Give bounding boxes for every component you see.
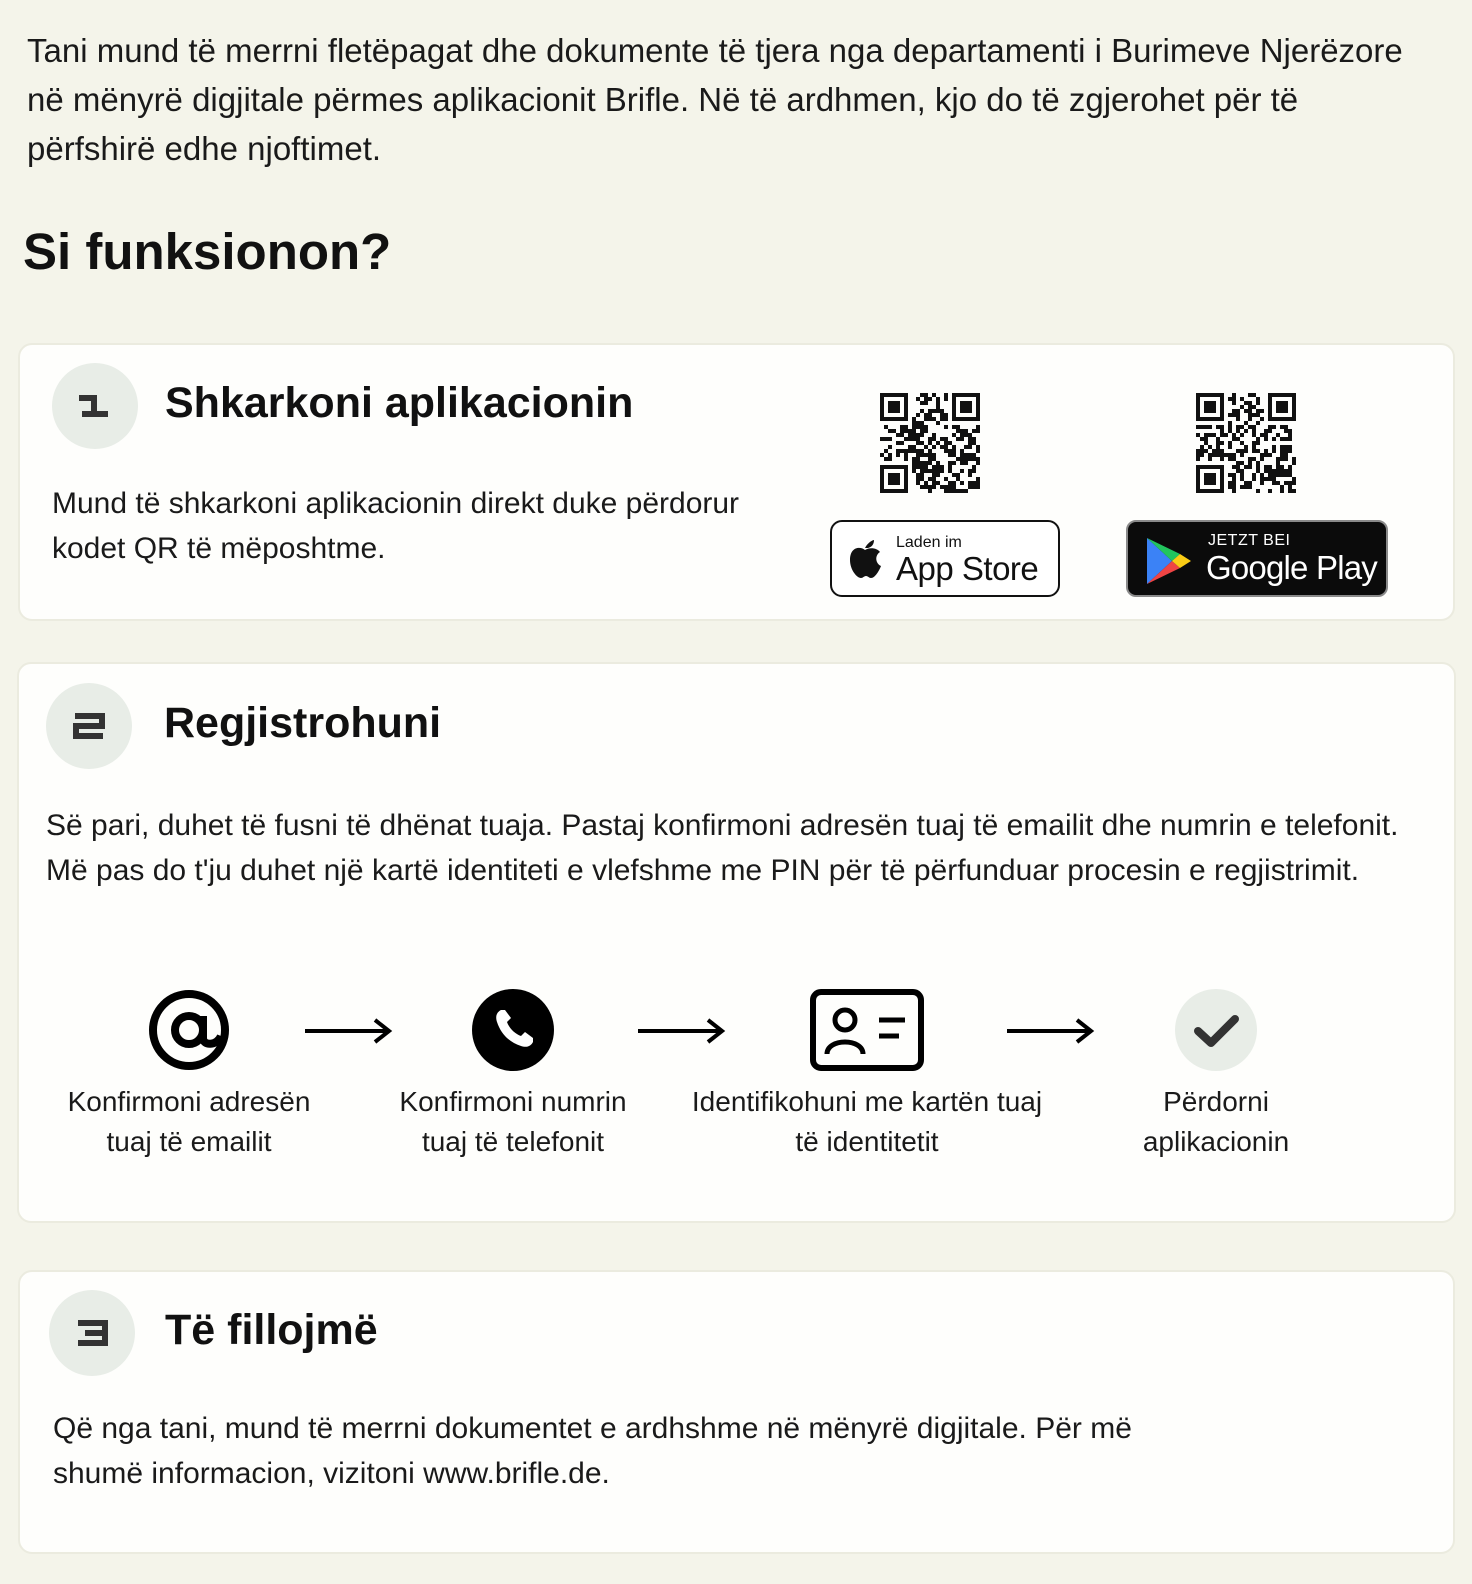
arrow-right-icon: [1005, 1016, 1097, 1046]
arrow-right-icon: [303, 1016, 395, 1046]
digit-two-icon: [72, 712, 106, 740]
google-play-badge[interactable]: [1126, 520, 1388, 597]
step-number-1: [52, 363, 138, 449]
app-store-badge[interactable]: [830, 520, 1060, 597]
flow-label-id-card: Identifikohuni me kartën tuaj të identitetit: [691, 1086, 1043, 1157]
intro-text: Tani mund të merrni fletëpagat dhe dokumente të tjera nga departamenti i Burimeve Njerëzore në mënyrë digjitale përmes aplikacionit Brifle. Në të ardhmen, kjo do të zgjerohet për të përfshirë edhe njoftimet.: [27, 32, 1403, 167]
google-play-label: Google Play: [1206, 549, 1377, 586]
google-play-icon: [1144, 535, 1194, 587]
step-text-2: Së pari, duhet të fusni të dhënat tuaja. Pastaj konfirmoni adresën tuaj të emailit dhe numrin e telefonit. Më pas do t'ju duhet një kartë identiteti e vlefshme me PIN për të përfunduar procesin e regjistrimit.: [46, 809, 1399, 887]
step-title-3: Të fillojmë: [165, 1306, 378, 1354]
checkmark-icon: [1174, 988, 1258, 1072]
flow-label-phone: Konfirmoni numrin tuaj të telefonit: [399, 1086, 627, 1157]
step-title-1: Shkarkoni aplikacionin: [165, 379, 634, 427]
qr-code-app-store[interactable]: [880, 393, 980, 493]
section-title: Si funksionon?: [23, 223, 392, 280]
app-store-label: App Store: [896, 550, 1039, 587]
step-text-1: Mund të shkarkoni aplikacionin direkt duke përdorur kodet QR të mëposhtme.: [52, 487, 740, 565]
digit-three-icon: [75, 1319, 109, 1347]
flow-label-email: Konfirmoni adresën tuaj të emailit: [67, 1086, 311, 1157]
flow-label-use-app: Përdorni aplikacionin: [1142, 1086, 1290, 1157]
phone-icon: [471, 988, 555, 1072]
qr-code-google-play[interactable]: [1196, 393, 1296, 493]
step-number-3: [49, 1290, 135, 1376]
digit-one-icon: [78, 394, 112, 418]
apple-icon: [846, 536, 884, 580]
step-card-3: [18, 1270, 1455, 1554]
step-number-2: [46, 683, 132, 769]
step-title-2: Regjistrohuni: [164, 699, 442, 747]
app-store-small-label: Laden im: [896, 534, 962, 551]
google-play-small-label: JETZT BEI: [1208, 532, 1291, 549]
at-sign-icon: [147, 988, 231, 1072]
arrow-right-icon: [636, 1016, 728, 1046]
step-card-2: [17, 662, 1456, 1223]
step-card-1: [18, 343, 1455, 621]
id-card-icon: [809, 988, 925, 1072]
step-text-3: Që nga tani, mund të merrni dokumentet e ardhshme në mënyrë digjitale. Për më shumë informacion, vizitoni www.brifle.de.: [53, 1412, 1132, 1490]
